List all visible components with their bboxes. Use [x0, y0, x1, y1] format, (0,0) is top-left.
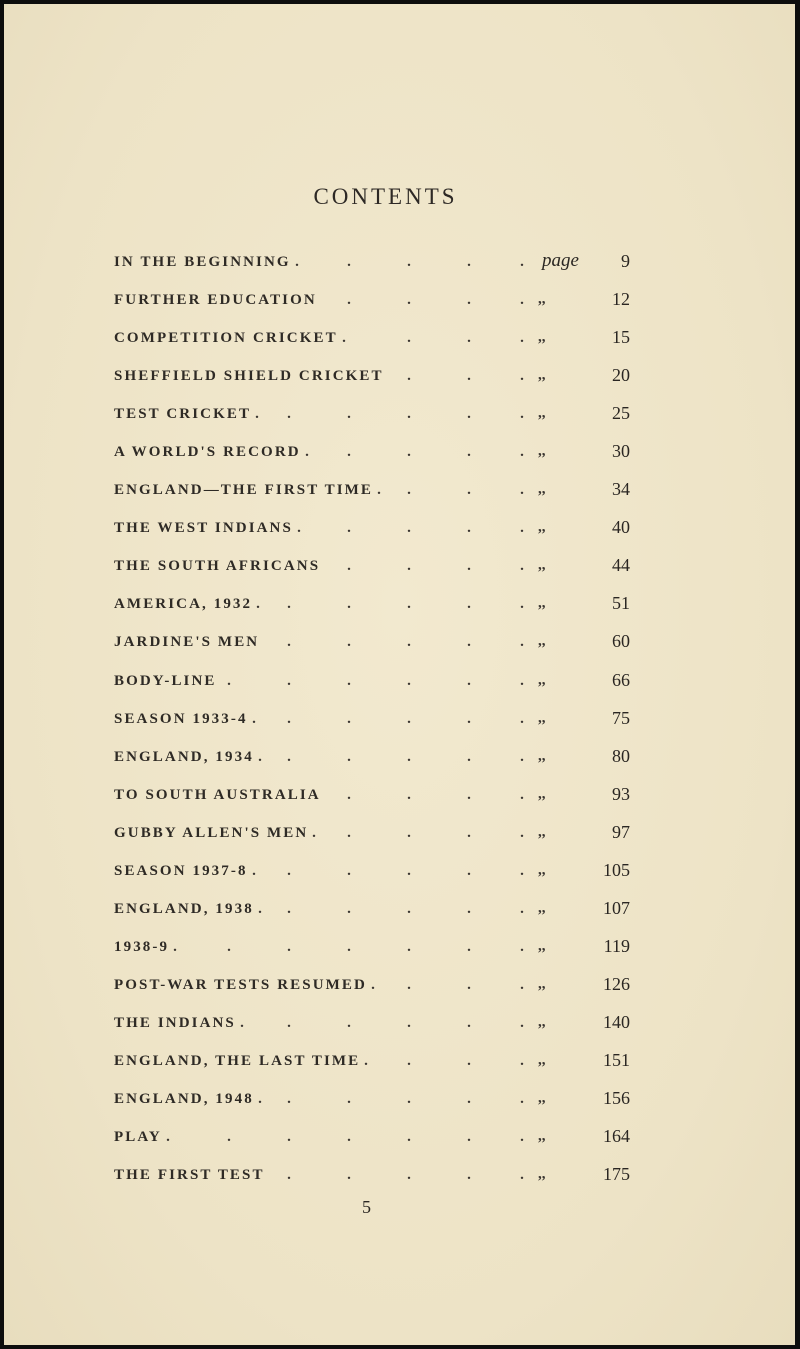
leader-dot: .: [287, 900, 291, 917]
leader-dot: .: [347, 1014, 351, 1031]
ditto-mark: ,,: [538, 785, 546, 802]
leader-dot: .: [312, 824, 316, 841]
toc-entry-page: 12: [612, 289, 630, 310]
leader-dot: .: [287, 596, 291, 613]
leader-dot: .: [467, 292, 471, 309]
leader-dot: .: [520, 520, 524, 537]
leader-dot: .: [407, 368, 411, 385]
leader-dot: .: [407, 1052, 411, 1069]
toc-entry-title: SEASON 1937-8: [114, 862, 248, 879]
ditto-mark: ,,: [538, 823, 546, 840]
leader-dot: .: [287, 1091, 291, 1108]
leader-dot: .: [407, 824, 411, 841]
toc-entry-title: JARDINE'S MEN: [114, 634, 260, 651]
leader-dot: .: [407, 444, 411, 461]
toc-entry-page: 25: [612, 403, 630, 424]
toc-entry-title: AMERICA, 1932: [114, 596, 253, 613]
leader-dot: .: [166, 1129, 170, 1146]
ditto-mark: ,,: [538, 975, 546, 992]
leader-dot: .: [347, 520, 351, 537]
leader-dot: .: [520, 406, 524, 423]
leader-dot: .: [287, 1129, 291, 1146]
leader-dot: .: [520, 1129, 524, 1146]
leader-dot: .: [287, 938, 291, 955]
leader-dot: .: [520, 444, 524, 461]
leader-dot: .: [520, 330, 524, 347]
table-of-contents: [114, 250, 634, 1205]
leader-dot: .: [347, 672, 351, 689]
leader-dot: .: [347, 862, 351, 879]
toc-entry: [114, 327, 634, 368]
leader-dot: .: [252, 710, 256, 727]
contents-heading: CONTENTS: [313, 184, 458, 209]
toc-entry-title: FURTHER EDUCATION: [114, 292, 317, 309]
leader-dot: .: [520, 976, 524, 993]
leader-dot: .: [407, 1091, 411, 1108]
page-number: 5: [362, 1197, 371, 1217]
leader-dot: .: [407, 558, 411, 575]
leader-dot: .: [467, 862, 471, 879]
book-page: [4, 4, 795, 1345]
toc-entry-title: TEST CRICKET: [114, 406, 252, 423]
leader-dot: .: [407, 786, 411, 803]
leader-dot: .: [347, 1129, 351, 1146]
leader-dot: .: [364, 1052, 368, 1069]
leader-dot: .: [407, 292, 411, 309]
toc-entry: [114, 250, 634, 292]
leader-dot: .: [467, 520, 471, 537]
toc-entry: [114, 935, 634, 977]
leader-dot: .: [347, 938, 351, 955]
ditto-mark: ,,: [538, 329, 546, 346]
leader-dot: .: [520, 824, 524, 841]
toc-entry-title: IN THE BEGINNING: [114, 254, 291, 270]
toc-entry-page: 75: [612, 707, 630, 728]
leader-dot: .: [407, 1014, 411, 1031]
toc-entry-page: 40: [612, 517, 630, 538]
leader-dot: .: [467, 976, 471, 993]
leader-dot: .: [347, 1167, 351, 1184]
leader-dot: .: [407, 330, 411, 347]
toc-entry-page: 93: [612, 783, 630, 804]
leader-dot: .: [520, 748, 524, 765]
leader-dot: .: [467, 368, 471, 385]
leader-dot: .: [467, 596, 471, 613]
toc-entry: [114, 821, 634, 863]
ditto-mark: ,,: [538, 1013, 546, 1030]
toc-entry-page: 164: [603, 1126, 630, 1147]
leader-dot: .: [287, 1167, 291, 1184]
leader-dot: .: [520, 368, 524, 385]
toc-entry: [114, 707, 634, 749]
leader-dot: .: [467, 482, 471, 499]
toc-entry-title: POST-WAR TESTS RESUMED: [114, 976, 367, 993]
leader-dot: .: [173, 938, 177, 955]
leader-dot: .: [347, 596, 351, 613]
leader-dot: .: [256, 596, 260, 613]
leader-dot: .: [295, 254, 299, 270]
leader-dot: .: [467, 1014, 471, 1031]
toc-entry: [114, 289, 634, 330]
toc-entry-page: 34: [612, 479, 630, 500]
leader-dot: .: [371, 976, 375, 993]
leader-dot: .: [287, 748, 291, 765]
leader-dot: .: [252, 862, 256, 879]
toc-entry-title: TO SOUTH AUSTRALIA: [114, 786, 321, 803]
leader-dot: .: [347, 900, 351, 917]
leader-dot: .: [227, 672, 231, 689]
toc-entry: [114, 631, 634, 672]
leader-dot: .: [520, 1052, 524, 1069]
leader-dot: .: [297, 520, 301, 537]
leader-dot: .: [407, 1129, 411, 1146]
leader-dot: .: [407, 900, 411, 917]
ditto-mark: ,,: [538, 937, 546, 954]
toc-entry: [114, 593, 634, 634]
leader-dot: .: [347, 292, 351, 309]
leader-dot: .: [287, 672, 291, 689]
leader-dot: .: [287, 710, 291, 727]
toc-entry-title: ENGLAND, 1934: [114, 748, 254, 765]
leader-dot: .: [520, 558, 524, 575]
toc-entry-page: 97: [612, 821, 630, 842]
leader-dot: .: [407, 520, 411, 537]
toc-entry-title: GUBBY ALLEN'S MEN: [114, 824, 309, 841]
toc-entry: [114, 973, 634, 1015]
toc-entry: [114, 441, 634, 482]
toc-entry-title: ENGLAND, 1938: [114, 900, 254, 917]
toc-entry-page: 9: [621, 251, 630, 271]
ditto-mark: ,,: [538, 861, 546, 878]
ditto-mark: ,,: [538, 633, 546, 650]
leader-dot: .: [347, 254, 351, 270]
leader-dot: .: [520, 254, 524, 270]
leader-dot: .: [407, 634, 411, 651]
toc-entry-title: ENGLAND, 1948: [114, 1091, 254, 1108]
toc-entry: [114, 859, 634, 901]
toc-entry: [114, 1088, 634, 1129]
leader-dot: .: [240, 1014, 244, 1031]
leader-dot: .: [407, 748, 411, 765]
leader-dot: .: [467, 558, 471, 575]
toc-entry-page: 156: [603, 1088, 630, 1109]
leader-dot: .: [467, 748, 471, 765]
toc-entry-page: 107: [603, 897, 630, 918]
leader-dot: .: [467, 786, 471, 803]
leader-dot: .: [520, 1014, 524, 1031]
toc-entry-page: 151: [603, 1049, 630, 1070]
leader-dot: .: [347, 558, 351, 575]
ditto-mark: ,,: [538, 291, 546, 308]
leader-dot: .: [467, 1091, 471, 1108]
toc-entry-title: PLAY: [114, 1129, 162, 1146]
toc-entry-title: ENGLAND—THE FIRST TIME: [114, 482, 374, 499]
leader-dot: .: [407, 1167, 411, 1184]
page-label: page: [542, 250, 579, 271]
toc-entry: [114, 1126, 634, 1167]
leader-dot: .: [377, 482, 381, 499]
leader-dot: .: [520, 900, 524, 917]
toc-entry-page: 15: [612, 327, 630, 348]
leader-dot: .: [258, 748, 262, 765]
ditto-mark: ,,: [538, 595, 546, 612]
leader-dot: .: [407, 976, 411, 993]
ditto-mark: ,,: [538, 367, 546, 384]
ditto-mark: ,,: [538, 1128, 546, 1145]
leader-dot: .: [520, 596, 524, 613]
toc-entry-page: 51: [612, 593, 630, 614]
leader-dot: .: [305, 444, 309, 461]
toc-entry: [114, 403, 634, 444]
leader-dot: .: [347, 1091, 351, 1108]
leader-dot: .: [347, 710, 351, 727]
leader-dot: .: [342, 330, 346, 347]
leader-dot: .: [347, 444, 351, 461]
ditto-mark: ,,: [538, 557, 546, 574]
toc-entry: [114, 669, 634, 711]
leader-dot: .: [258, 1091, 262, 1108]
toc-entry-page: 44: [612, 555, 630, 576]
leader-dot: .: [407, 938, 411, 955]
toc-entry: [114, 745, 634, 787]
leader-dot: .: [287, 1014, 291, 1031]
leader-dot: .: [467, 710, 471, 727]
leader-dot: .: [520, 710, 524, 727]
toc-entry-title: COMPETITION CRICKET: [114, 330, 338, 347]
toc-entry-title: THE INDIANS: [114, 1014, 236, 1031]
toc-entry-title: BODY-LINE: [114, 672, 217, 689]
toc-entry-page: 60: [612, 631, 630, 652]
leader-dot: .: [347, 634, 351, 651]
leader-dot: .: [467, 330, 471, 347]
leader-dot: .: [467, 1052, 471, 1069]
toc-entry-title: A WORLD'S RECORD: [114, 444, 301, 461]
leader-dot: .: [520, 862, 524, 879]
ditto-mark: ,,: [538, 747, 546, 764]
leader-dot: .: [407, 254, 411, 270]
leader-dot: .: [287, 634, 291, 651]
leader-dot: .: [467, 1129, 471, 1146]
toc-entry: [114, 555, 634, 596]
toc-entry-title: 1938-9: [114, 938, 170, 955]
leader-dot: .: [347, 748, 351, 765]
leader-dot: .: [227, 1129, 231, 1146]
ditto-mark: ,,: [538, 443, 546, 460]
toc-entry-page: 140: [603, 1011, 630, 1032]
leader-dot: .: [407, 482, 411, 499]
leader-dot: .: [520, 672, 524, 689]
ditto-mark: ,,: [538, 1166, 546, 1183]
leader-dot: .: [347, 824, 351, 841]
ditto-mark: ,,: [538, 671, 546, 688]
toc-entry-page: 105: [603, 859, 630, 880]
toc-entry-page: 20: [612, 365, 630, 386]
toc-entry: [114, 1164, 634, 1205]
toc-entry-title: SHEFFIELD SHIELD CRICKET: [114, 368, 384, 385]
ditto-mark: ,,: [538, 481, 546, 498]
ditto-mark: ,,: [538, 519, 546, 536]
toc-entry-title: SEASON 1933-4: [114, 710, 248, 727]
leader-dot: .: [407, 862, 411, 879]
toc-entry: [114, 783, 634, 825]
toc-entry-page: 119: [603, 935, 630, 956]
leader-dot: .: [467, 634, 471, 651]
toc-entry: [114, 1011, 634, 1053]
toc-entry-title: THE FIRST TEST: [114, 1167, 265, 1184]
toc-entry-page: 175: [603, 1164, 630, 1185]
leader-dot: .: [467, 254, 471, 270]
toc-entry-title: THE WEST INDIANS: [114, 520, 293, 537]
toc-entry: [114, 897, 634, 939]
toc-entry: [114, 1049, 634, 1091]
leader-dot: .: [347, 406, 351, 423]
ditto-mark: ,,: [538, 405, 546, 422]
leader-dot: .: [258, 900, 262, 917]
leader-dot: .: [520, 1091, 524, 1108]
ditto-mark: ,,: [538, 899, 546, 916]
leader-dot: .: [467, 900, 471, 917]
leader-dot: .: [520, 938, 524, 955]
leader-dot: .: [520, 634, 524, 651]
leader-dot: .: [520, 482, 524, 499]
toc-entry: [114, 479, 634, 520]
leader-dot: .: [227, 938, 231, 955]
leader-dot: .: [520, 786, 524, 803]
toc-entry-title: ENGLAND, THE LAST TIME: [114, 1052, 361, 1069]
leader-dot: .: [407, 596, 411, 613]
toc-entry-page: 80: [612, 745, 630, 766]
leader-dot: .: [467, 406, 471, 423]
leader-dot: .: [467, 1167, 471, 1184]
ditto-mark: ,,: [538, 709, 546, 726]
ditto-mark: ,,: [538, 1051, 546, 1068]
leader-dot: .: [520, 1167, 524, 1184]
toc-entry-page: 126: [603, 973, 630, 994]
leader-dot: .: [467, 444, 471, 461]
leader-dot: .: [287, 406, 291, 423]
leader-dot: .: [407, 672, 411, 689]
toc-entry-page: 66: [612, 669, 630, 690]
toc-entry: [114, 517, 634, 558]
leader-dot: .: [467, 672, 471, 689]
leader-dot: .: [287, 862, 291, 879]
toc-entry-title: THE SOUTH AFRICANS: [114, 558, 321, 575]
leader-dot: .: [467, 938, 471, 955]
leader-dot: .: [407, 710, 411, 727]
leader-dot: .: [255, 406, 259, 423]
ditto-mark: ,,: [538, 1090, 546, 1107]
leader-dot: .: [520, 292, 524, 309]
leader-dot: .: [467, 824, 471, 841]
leader-dot: .: [347, 786, 351, 803]
leader-dot: .: [407, 406, 411, 423]
toc-entry-page: 30: [612, 441, 630, 462]
toc-entry: [114, 365, 634, 406]
